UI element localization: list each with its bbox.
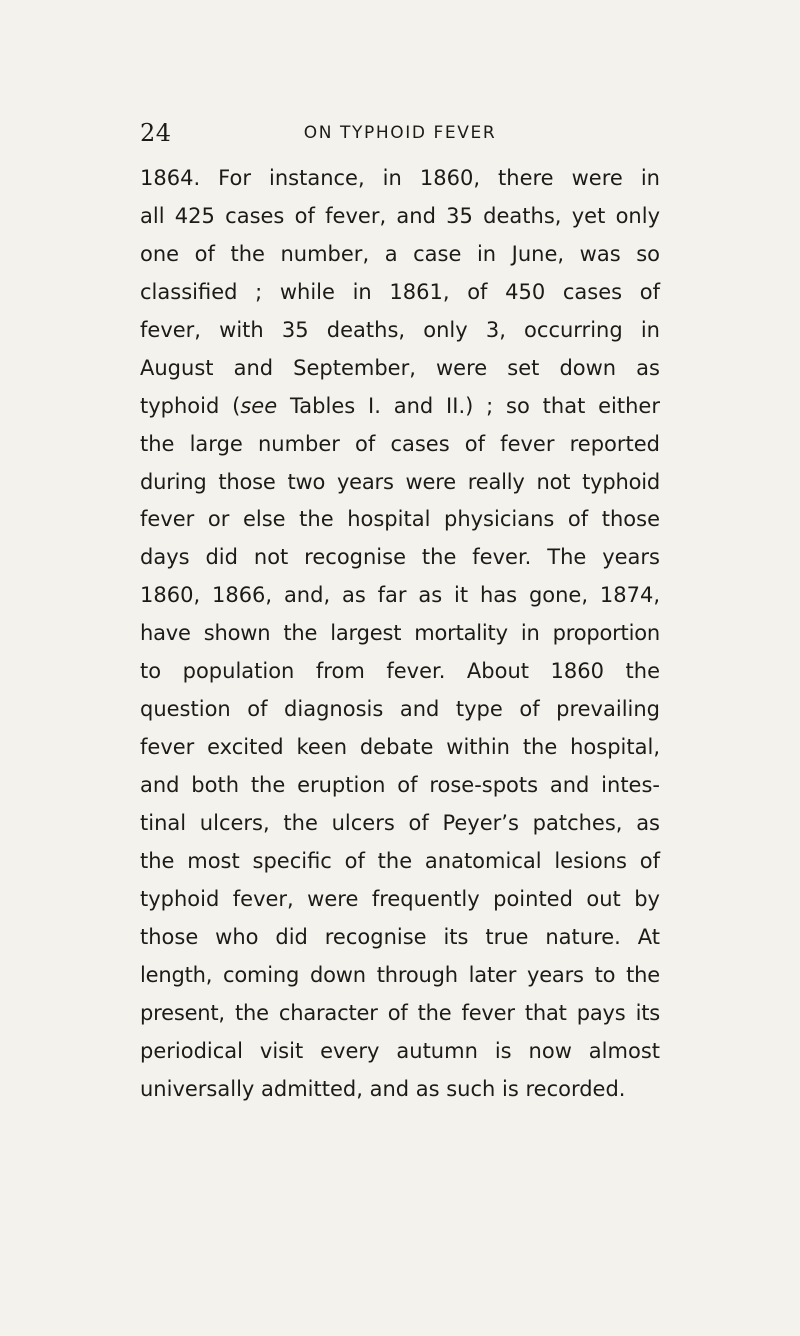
text-line: [140, 388, 660, 426]
text-line: the large number of cases of fever reported: [140, 431, 660, 456]
text-line: typhoid fever, were frequently pointed out by: [140, 886, 660, 911]
text-fragment: typhoid (: [140, 393, 241, 418]
text-line: present, the character of the fever that pays its: [140, 1000, 660, 1025]
text-line: universally admitted, and as such is recorded.: [140, 1076, 626, 1101]
italic-see: see: [240, 393, 278, 418]
running-title: ON TYPHOID FEVER: [303, 123, 497, 143]
text-line: one of the number, a case in June, was so: [140, 241, 660, 266]
text-line: question of diagnosis and type of prevailing: [140, 697, 660, 722]
text-line: to population from fever. About 1860 the: [140, 659, 660, 684]
page-number: 24: [140, 119, 172, 147]
running-head: [140, 118, 660, 148]
text-line: those who did recognise its true nature. At: [140, 924, 660, 949]
text-line: August and September, were set down as: [140, 355, 660, 380]
text-line: fever or else the hospital physicians of those: [140, 507, 660, 532]
text-line: and both the eruption of rose-spots and intes-: [140, 773, 660, 797]
text-line: the most specific of the anatomical lesions of: [140, 848, 660, 873]
text-line: days did not recognise the fever. The years: [140, 545, 660, 570]
text-line: classified ; while in 1861, of 450 cases of: [140, 279, 660, 304]
text-line: 1864. For instance, in 1860, there were in: [140, 166, 660, 190]
text-line: 1860, 1866, and, as far as it has gone, 1874,: [140, 583, 660, 608]
text-fragment: Tables I. and II.) ; so that either: [277, 393, 660, 418]
text-line: periodical visit every autumn is now almost: [140, 1038, 660, 1063]
text-line: all 425 cases of fever, and 35 deaths, yet only: [140, 203, 660, 228]
text-line: length, coming down through later years to the: [140, 962, 660, 987]
text-line: tinal ulcers, the ulcers of Peyer’s patches, as: [140, 810, 660, 835]
text-line: have shown the largest mortality in proportion: [140, 621, 660, 646]
body-paragraph: [140, 160, 660, 1108]
text-line: during those two years were really not typhoid: [140, 469, 660, 494]
text-line: fever, with 35 deaths, only 3, occurring in: [140, 317, 660, 342]
text-line: fever excited keen debate within the hospital,: [140, 735, 660, 760]
